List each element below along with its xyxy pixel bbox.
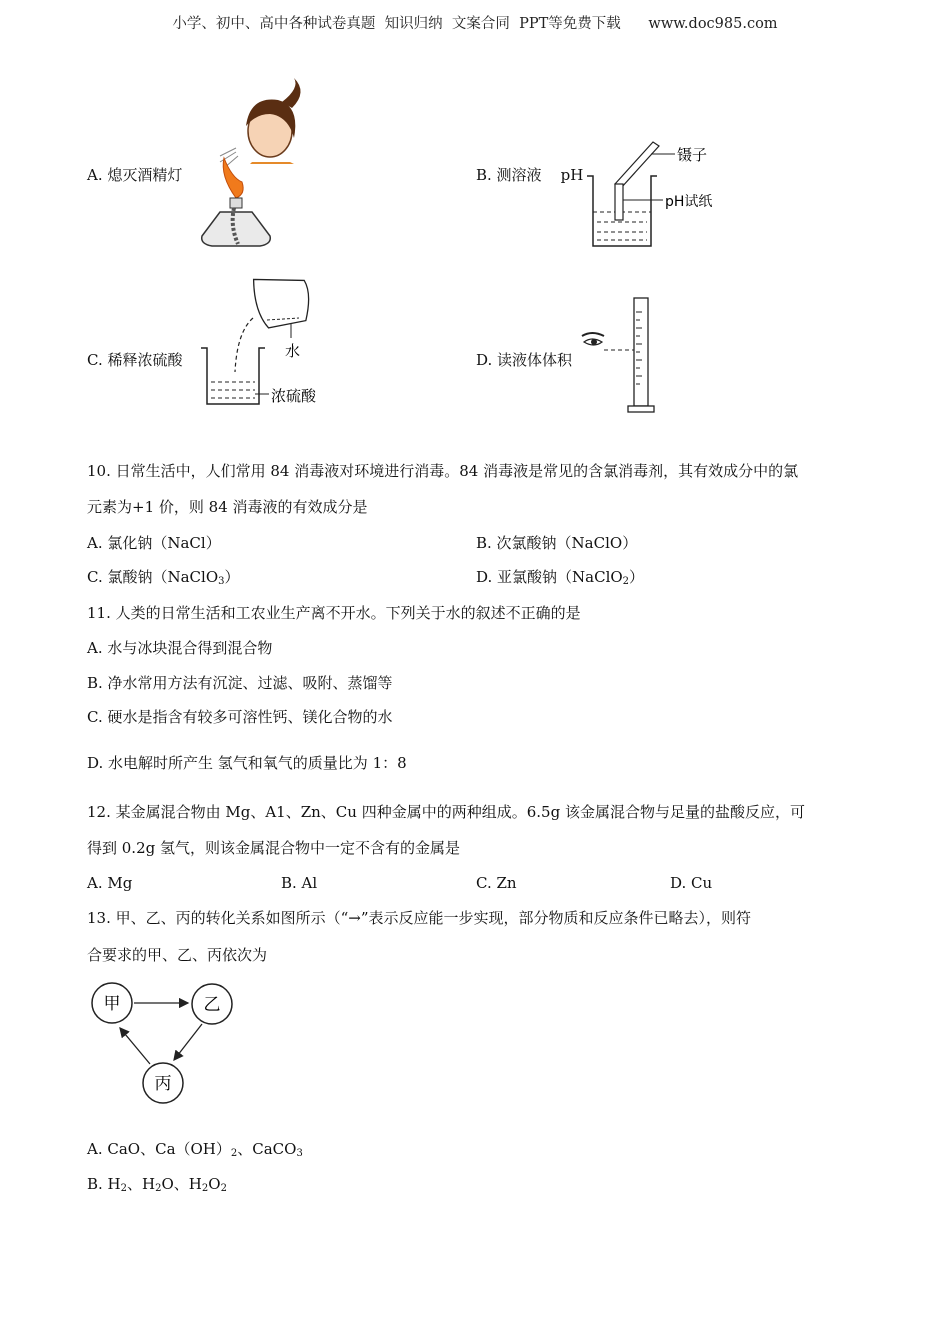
q13-a-text: A. CaO、Ca（OH）	[87, 1140, 231, 1158]
q10-d-subscript: 2	[622, 576, 630, 587]
q13-b-text3: O、H	[161, 1175, 202, 1193]
q13-b-sub3: 2	[201, 1183, 209, 1194]
q12-option-a: A. Mg	[87, 874, 133, 892]
node-jia-label: 甲	[103, 994, 121, 1014]
ph-test-figure	[585, 140, 735, 255]
fig-c-acid-label: 浓硫酸	[271, 387, 317, 405]
node-bing-label: 丙	[154, 1074, 172, 1094]
node-yi-label: 乙	[203, 995, 221, 1015]
arrow-yi-to-bing	[174, 1024, 202, 1060]
q12-option-d: D. Cu	[670, 874, 713, 892]
q10-option-b: B. 次氯酸钠（NaClO）	[476, 534, 638, 552]
q13-stem-line1: 13. 甲、乙、丙的转化关系如图所示（“→”表示反应能一步实现，部分物质和反应条件已略去），则符	[87, 909, 752, 927]
q10-stem-line2: 元素为+1 价，则 84 消毒液的有效成分是	[87, 498, 368, 516]
q10-c-text: C. 氯酸钠（NaClO	[87, 568, 219, 586]
q10-c-close: ）	[224, 568, 240, 586]
page-header: 小学、初中、高中各种试卷真题 知识归纳 文案合同 PPT等免费下载 www.doc985.com	[172, 16, 778, 32]
q9-option-a: A. 熄灭酒精灯	[87, 166, 183, 184]
graduated-cylinder-figure	[580, 292, 670, 416]
q11-option-c: C. 硬水是指含有较多可溶性钙、镁化合物的水	[87, 708, 393, 726]
q13-b-text4: O	[208, 1175, 221, 1193]
fig-b-tweezers-label: 镊子	[677, 146, 708, 164]
q10-d-text: D. 亚氯酸钠（NaClO	[476, 568, 623, 586]
q12-option-c: C. Zn	[476, 874, 517, 892]
q11-option-a: A. 水与冰块混合得到混合物	[87, 639, 273, 657]
q13-stem-line2: 合要求的甲、乙、丙依次为	[87, 946, 268, 964]
q13-b-sub4: 2	[220, 1183, 227, 1194]
arrow-bing-to-jia	[120, 1028, 150, 1064]
q10-option-c	[87, 567, 240, 592]
q13-a-subscript: 2	[230, 1148, 238, 1159]
q9-option-b	[476, 165, 583, 185]
q13-a-text2: 、CaCO	[237, 1140, 297, 1158]
q13-b-sub2: 2	[155, 1183, 162, 1194]
q13-a-subscript2: 3	[296, 1148, 303, 1159]
q10-d-close: ）	[629, 568, 645, 586]
q13-b-sub1: 2	[120, 1183, 128, 1194]
q13-b-text: B. H	[87, 1175, 121, 1193]
fig-c-water-label: 水	[285, 342, 301, 360]
q9-option-d: D. 读液体体积	[476, 351, 573, 369]
q9-option-b-ph: pH	[560, 166, 584, 184]
q13-b-text2: 、H	[127, 1175, 156, 1193]
q12-stem-line2: 得到 0.2g 氢气，则该金属混合物中一定不含有的金属是	[87, 839, 460, 857]
q11-stem: 11. 人类的日常生活和工农业生产离不开水。下列关于水的叙述不正确的是	[87, 604, 581, 622]
q10-option-a: A. 氯化钠（NaCl）	[87, 534, 221, 552]
alcohol-lamp-figure	[190, 86, 310, 251]
dilute-acid-figure	[195, 272, 345, 412]
q12-option-b: B. Al	[281, 874, 318, 892]
q10-c-subscript: 3	[218, 576, 225, 587]
q13-option-b	[87, 1174, 227, 1199]
fig-b-paper-label: pH试纸	[665, 194, 713, 210]
conversion-diagram	[88, 980, 238, 1110]
q9-option-b-label: B. 测溶液	[476, 166, 542, 184]
q10-option-d	[476, 567, 644, 592]
q10-stem-line1: 10. 日常生活中，人们常用 84 消毒液对环境进行消毒。84 消毒液是常见的含氯消毒剂，其有效成分中的氯	[87, 462, 799, 480]
q11-option-d: D. 水电解时所产生 氢气和氧气的质量比为 1：8	[87, 754, 407, 772]
q12-stem-line1: 12. 某金属混合物由 Mg、A1、Zn、Cu 四种金属中的两种组成。6.5g 该金属混合物与足量的盐酸反应，可	[87, 803, 805, 821]
q13-option-a	[87, 1139, 303, 1164]
q11-option-b: B. 净水常用方法有沉淀、过滤、吸附、蒸馏等	[87, 674, 393, 692]
q9-option-c: C. 稀释浓硫酸	[87, 351, 183, 369]
